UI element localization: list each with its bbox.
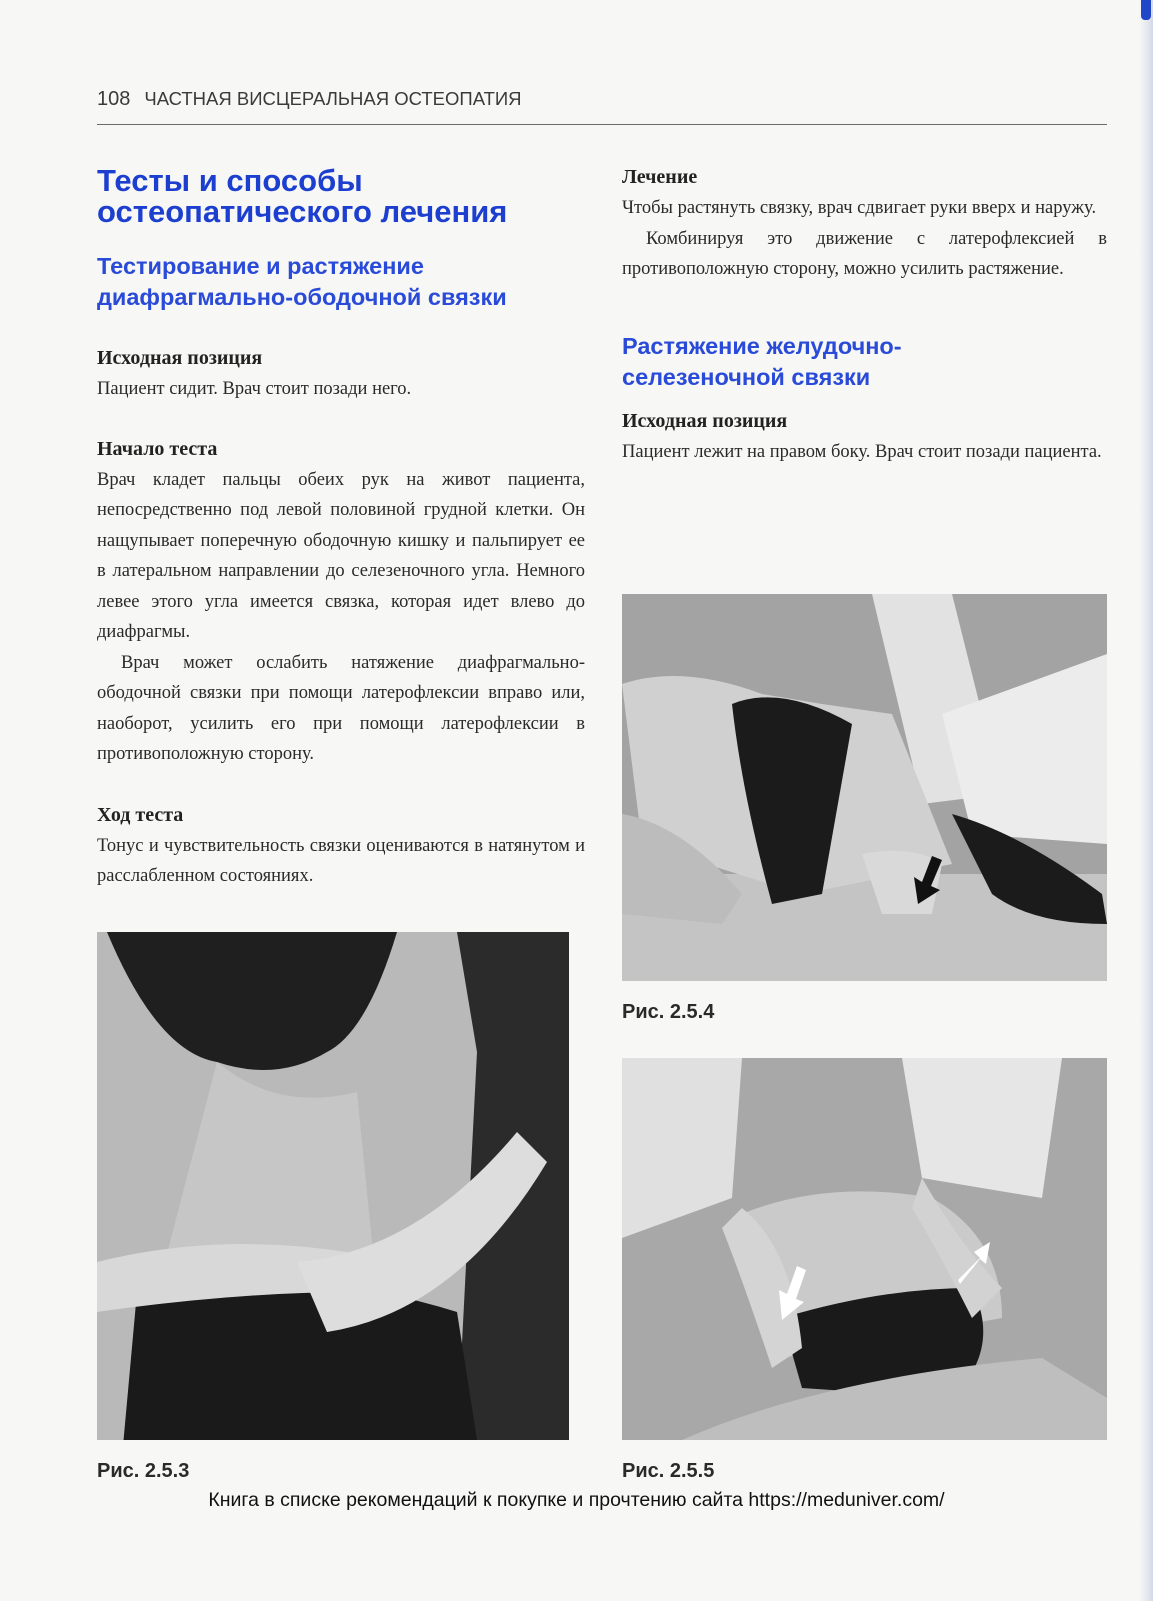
edge-tab <box>1141 0 1151 20</box>
test-start-heading: Начало теста <box>97 437 218 460</box>
right-start-position-heading: Исходная позиция <box>622 409 788 432</box>
section-title-line2: диафрагмально-ободочной связки <box>97 284 507 310</box>
figure-2-5-3-caption: Рис. 2.5.3 <box>97 1460 190 1482</box>
section-title-line1: Тестирование и растяжение <box>97 253 424 279</box>
test-course-text: Тонус и чувствительность связки оцениваются в натянутом и расслабленном состояниях. <box>97 835 585 886</box>
section-title-right-line1: Растяжение желудочно- <box>622 332 902 359</box>
page-edge-accent <box>1139 0 1153 1601</box>
section-title-right-line2: селезеночной связки <box>622 363 871 390</box>
treatment-paragraph-2: Комбинируя это движение с латерофлексией в противоположную сторону, можно усилить растяжение. <box>622 228 1107 279</box>
running-header <box>97 88 1107 111</box>
footer-note: Книга в списке рекомендаций к покупке и прочтению сайта https://meduniver.com/ <box>208 1489 945 1511</box>
test-course-heading: Ход теста <box>97 803 184 826</box>
treatment-heading: Лечение <box>622 166 698 188</box>
chapter-title <box>97 165 585 227</box>
right-start-position-text: Пациент лежит на правом боку. Врач стоит позади пациента. <box>622 441 1102 462</box>
section-title-diaphragm-colic <box>97 251 585 313</box>
chapter-title-line1: Тесты и способы <box>97 163 363 198</box>
figure-2-5-4-caption: Рис. 2.5.4 <box>622 1001 715 1023</box>
running-title: ЧАСТНАЯ ВИСЦЕРАЛЬНАЯ ОСТЕОПАТИЯ <box>144 88 522 109</box>
header-rule <box>97 124 1107 125</box>
start-position-heading: Исходная позиция <box>97 347 263 369</box>
treatment-paragraph-1: Чтобы растянуть связку, врач сдвигает руки вверх и наружу. <box>622 198 1097 218</box>
test-start-paragraph-2: Врач может ослабить натяжение диафрагмально-ободочной связки при помощи латерофлексии вправо или, наоборот, усилить его при помощи латерофлексии в противоположную сторону. <box>97 652 585 764</box>
page-number: 108 <box>97 88 131 110</box>
chapter-title-line2: остеопатического лечения <box>97 194 508 229</box>
figure-2-5-5-photo <box>622 1058 1107 1440</box>
figure-2-5-4-photo <box>622 594 1107 981</box>
test-start-paragraph-1: Врач кладет пальцы обеих рук на живот пациента, непосредственно под левой половиной грудной клетки. Он нащупывает поперечную ободочную кишку и пальпирует ее в латеральном направлении до селезеночного угла. Немного левее этого угла имеется связка, которая идет влево до диафрагмы. <box>97 469 585 642</box>
section-title-gastrosplenic <box>622 331 1107 393</box>
figure-2-5-5-caption: Рис. 2.5.5 <box>622 1460 715 1482</box>
left-column <box>97 160 585 892</box>
start-position-text: Пациент сидит. Врач стоит позади него. <box>97 379 412 399</box>
right-column <box>622 160 1107 467</box>
figure-2-5-3-photo <box>97 932 569 1440</box>
